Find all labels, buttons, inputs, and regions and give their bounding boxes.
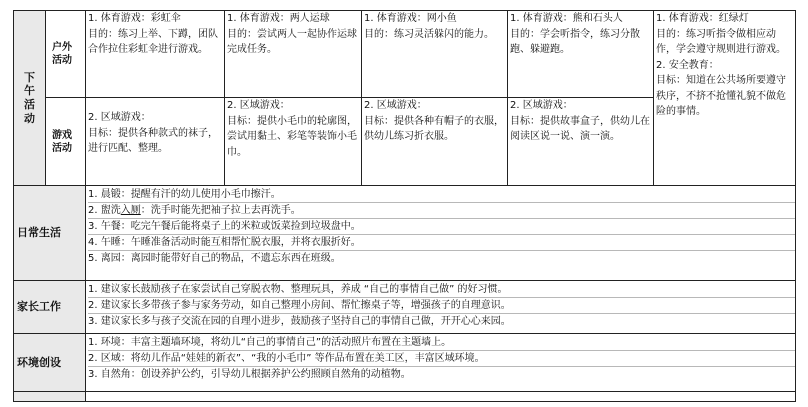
- parent-item: 2. 建议家长多带孩子参与家务劳动，如自己整理小房间、帮忙擦桌子等，增强孩子的自理意识。: [88, 298, 795, 314]
- thursday-area-cell: 2. 区域游戏： 目标：提供故事盒子，供幼儿在阅读区说一说、演一演。: [508, 98, 654, 186]
- parent-item: 3. 建议家长多与孩子交流在园的自理小进步，鼓励孩子坚持自己的事情自己做，开开心心来园。: [88, 316, 511, 327]
- next-row-content: [86, 392, 796, 402]
- monday-area-cell: 2. 区域游戏： 目标：提供各种款式的袜子，进行匹配、整理。: [86, 98, 225, 186]
- daily-item: 5. 离园：离园时能带好自己的物品，不遗忘东西在班级。: [88, 253, 341, 264]
- friday-activities-cell: 1. 体育游戏：红绿灯 目的：练习听指令做相应动作，学会遵守规则进行游戏。 2. 安全教育： 目标：知道在公共场所要遵守秩序，不挤不抢懂礼貌不做危险的事情。: [654, 11, 796, 186]
- weekly-plan-table: [13, 10, 796, 402]
- afternoon-activity-header: 下午活动: [14, 11, 46, 186]
- parent-work-content: [86, 281, 796, 334]
- game-activity-label: 游戏活动: [46, 98, 86, 186]
- environment-row: [14, 334, 796, 392]
- daily-item: 4. 午睡：午睡准备活动时能互相帮忙脱衣服，并将衣服折好。: [88, 235, 795, 251]
- daily-item: 1. 晨锻：提醒有汗的幼儿使用小毛巾擦汗。: [88, 187, 795, 203]
- environment-item: 2. 区域：将幼儿作品“娃娃的新衣”、“我的小毛巾” 等作品布置在美工区，丰富区域环境。: [88, 351, 795, 367]
- environment-item: 3. 自然角：创设养护公约，引导幼儿根据养护公约照顾自然角的动植物。: [88, 369, 411, 380]
- parent-item: 1. 建议家长鼓励孩子在家尝试自己穿脱衣物、整理玩具，养成 “自己的事情自己做” 的好习惯。: [88, 282, 795, 298]
- tuesday-area-cell: 2. 区域游戏： 目标：提供小毛巾的轮廓图，尝试用黏土、彩笔等装饰小毛巾。: [225, 98, 362, 186]
- next-row-partial: [14, 392, 796, 402]
- daily-life-row: [14, 186, 796, 281]
- wednesday-outdoor-cell: 1. 体育游戏：网小鱼 目的：练习灵活躲闪的能力。: [362, 11, 508, 98]
- daily-item: 2. 盥洗入厕：洗手时能先把袖子拉上去再洗手。: [88, 203, 795, 219]
- daily-life-header: 日常生活: [14, 186, 86, 281]
- tuesday-outdoor-cell: 1. 体育游戏：两人运球 目的：尝试两人一起协作运球完成任务。: [225, 11, 362, 98]
- environment-content: [86, 334, 796, 392]
- environment-header: 环境创设: [14, 334, 86, 392]
- outdoor-activity-label: 户外活动: [46, 11, 86, 98]
- daily-item: 3. 午餐：吃完午餐后能将桌子上的米粒或饭菜捡到垃圾盘中。: [88, 219, 795, 235]
- wednesday-area-cell: 2. 区域游戏： 目标：提供各种有帽子的衣服，供幼儿练习折衣服。: [362, 98, 508, 186]
- monday-outdoor-cell: 1. 体育游戏：彩虹伞 目的：练习上举、下蹲，团队合作拉住彩虹伞进行游戏。: [86, 11, 225, 98]
- parent-work-header: 家长工作: [14, 281, 86, 334]
- next-row-header: [14, 392, 86, 402]
- outdoor-activity-row: [14, 11, 796, 98]
- parent-work-row: [14, 281, 796, 334]
- thursday-outdoor-cell: 1. 体育游戏：熊和石头人 目的：学会听指令，练习分散跑、躲避跑。: [508, 11, 654, 98]
- environment-item: 1. 环境：丰富主题墙环境，将幼儿“自己的事情自己”的活动照片布置在主题墙上。: [88, 335, 795, 351]
- daily-life-content: [86, 186, 796, 281]
